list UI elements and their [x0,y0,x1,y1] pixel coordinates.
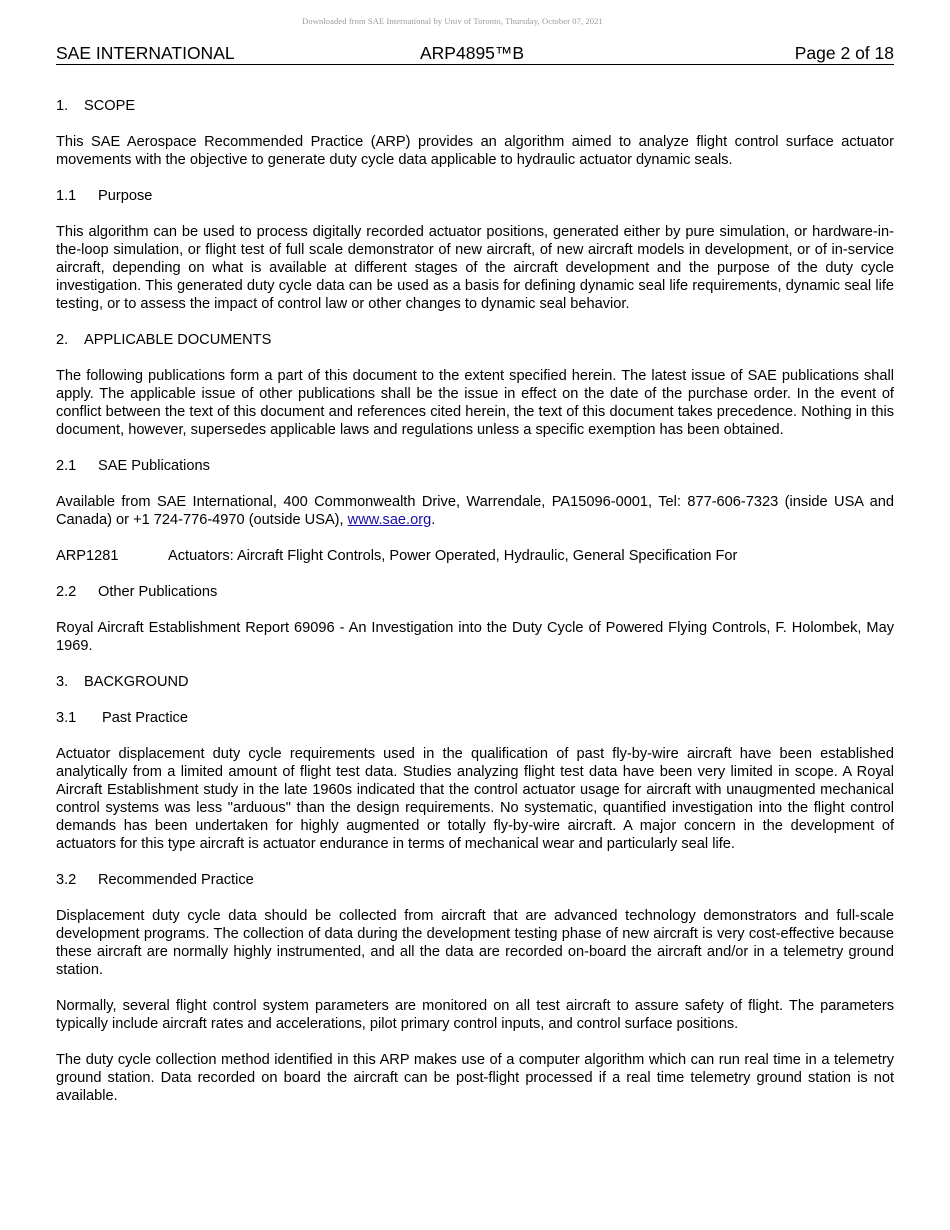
section-3-2-paragraph-3: The duty cycle collection method identified in this ARP makes use of a computer algorithm which can run real time in a telemetry ground station. Data recorded on board the aircraft can be post-flight processed if a real time telemetry ground station is not available. [56,1052,894,1104]
section-1-1-paragraph: This algorithm can be used to process digitally recorded actuator positions, generated either by pure simulation, or hardware-in-the-loop simulation, or flight test of full scale demonstrator of new aircraft, of new aircraft models in development, or of in-service aircraft, depending on what is available at different stages of the aircraft development and the purpose of the duty cycle investigation. This generated duty cycle data can be used as a basis for defining dynamic seal life requirements, dynamic seal life testing, or to assess the impact of control law or other changes to dynamic seal behavior. [56,224,894,312]
section-number: 1.1 [56,188,77,204]
section-title: Recommended Practice [98,872,254,888]
section-title: BACKGROUND [84,674,189,690]
page-header [56,43,894,65]
section-3-1-heading [56,709,894,727]
download-watermark: Downloaded from SAE International by Univ of Toronto, Thursday, October 07, 2021 [302,16,603,26]
section-number: 2.1 [56,458,77,474]
section-3-2-paragraph-2: Normally, several flight control system parameters are monitored on all test aircraft to assure safety of flight. The parameters typically include aircraft rates and accelerations, pilot primary control inputs, and control surface positions. [56,998,894,1032]
section-number: 3.1 [56,710,77,726]
section-number: 3. [56,674,69,690]
section-2-1-paragraph [56,493,894,529]
section-title: SAE Publications [98,458,210,474]
section-number: 3.2 [56,872,77,888]
section-2-2-heading [56,583,894,601]
section-title: Other Publications [98,584,218,600]
section-3-2-paragraph-1: Displacement duty cycle data should be collected from aircraft that are advanced technology demonstrators and full-scale development programs. The collection of data during the development testing phase of new aircraft is very cost-effective because these aircraft are normally highly instrumented, and all the data are recorded on-board the aircraft and/or in a telemetry ground station. [56,908,894,978]
document-body [56,97,894,1123]
section-3-heading [56,673,894,691]
section-2-paragraph: The following publications form a part of this document to the extent specified herein. The latest issue of SAE publications shall apply. The applicable issue of other publications shall be the issue in effect on the date of the purchase order. In the event of conflict between the text of this document and references cited herein, the text of this document takes precedence. Nothing in this document, however, supersedes applicable laws and regulations unless a specific exemption has been obtained. [56,368,894,438]
section-1-paragraph: This SAE Aerospace Recommended Practice (ARP) provides an algorithm aimed to analyze flight control surface actuator movements with the objective to generate duty cycle data applicable to hydraulic actuator dynamic seals. [56,134,894,168]
section-2-1-heading [56,457,894,475]
header-organization: SAE INTERNATIONAL [56,43,235,63]
section-title: Past Practice [102,710,188,726]
header-document-id: ARP4895™B [420,43,525,63]
sae-website-link[interactable]: www.sae.org [347,512,432,528]
reference-title: Actuators: Aircraft Flight Controls, Power Operated, Hydraulic, General Specification For [168,548,738,564]
section-1-heading [56,97,894,115]
section-2-2-paragraph: Royal Aircraft Establishment Report 69096 - An Investigation into the Duty Cycle of Powered Flying Controls, F. Holombek, May 1969. [56,620,894,654]
section-2-heading [56,331,894,349]
section-number: 1. [56,98,69,114]
section-3-2-heading [56,871,894,889]
section-number: 2. [56,332,69,348]
section-3-1-paragraph: Actuator displacement duty cycle requirements used in the qualification of past fly-by-wire aircraft have been established analytically from a limited amount of flight test data. Studies analyzing flight test data have been very limited in scope. A Royal Aircraft Establishment study in the late 1960s indicated that the control actuator usage for aircraft with unaugmented mechanical control systems was less "arduous" than the design requirements. No systematic, quantified investigation into the flight control demands has been undertaken for highly augmented or totally fly-by-wire aircraft. A major concern in the development of actuators for this type aircraft is actuator endurance in terms of mechanical wear and particularly seal life. [56,746,894,852]
availability-text: Available from SAE International, 400 Commonwealth Drive, Warrendale, PA15096-0001, Tel: 877-606-7323 (inside USA and Canada) or +1 724-776-4970 (outside USA), [56,494,894,528]
section-title: Purpose [98,188,153,204]
section-title: SCOPE [84,98,136,114]
header-page-number: Page 2 of 18 [794,43,894,63]
link-trailing-period: . [431,512,436,528]
reference-code: ARP1281 [56,548,119,564]
section-title: APPLICABLE DOCUMENTS [84,332,272,348]
section-1-1-heading [56,187,894,205]
section-number: 2.2 [56,584,77,600]
reference-document-entry [56,547,894,565]
